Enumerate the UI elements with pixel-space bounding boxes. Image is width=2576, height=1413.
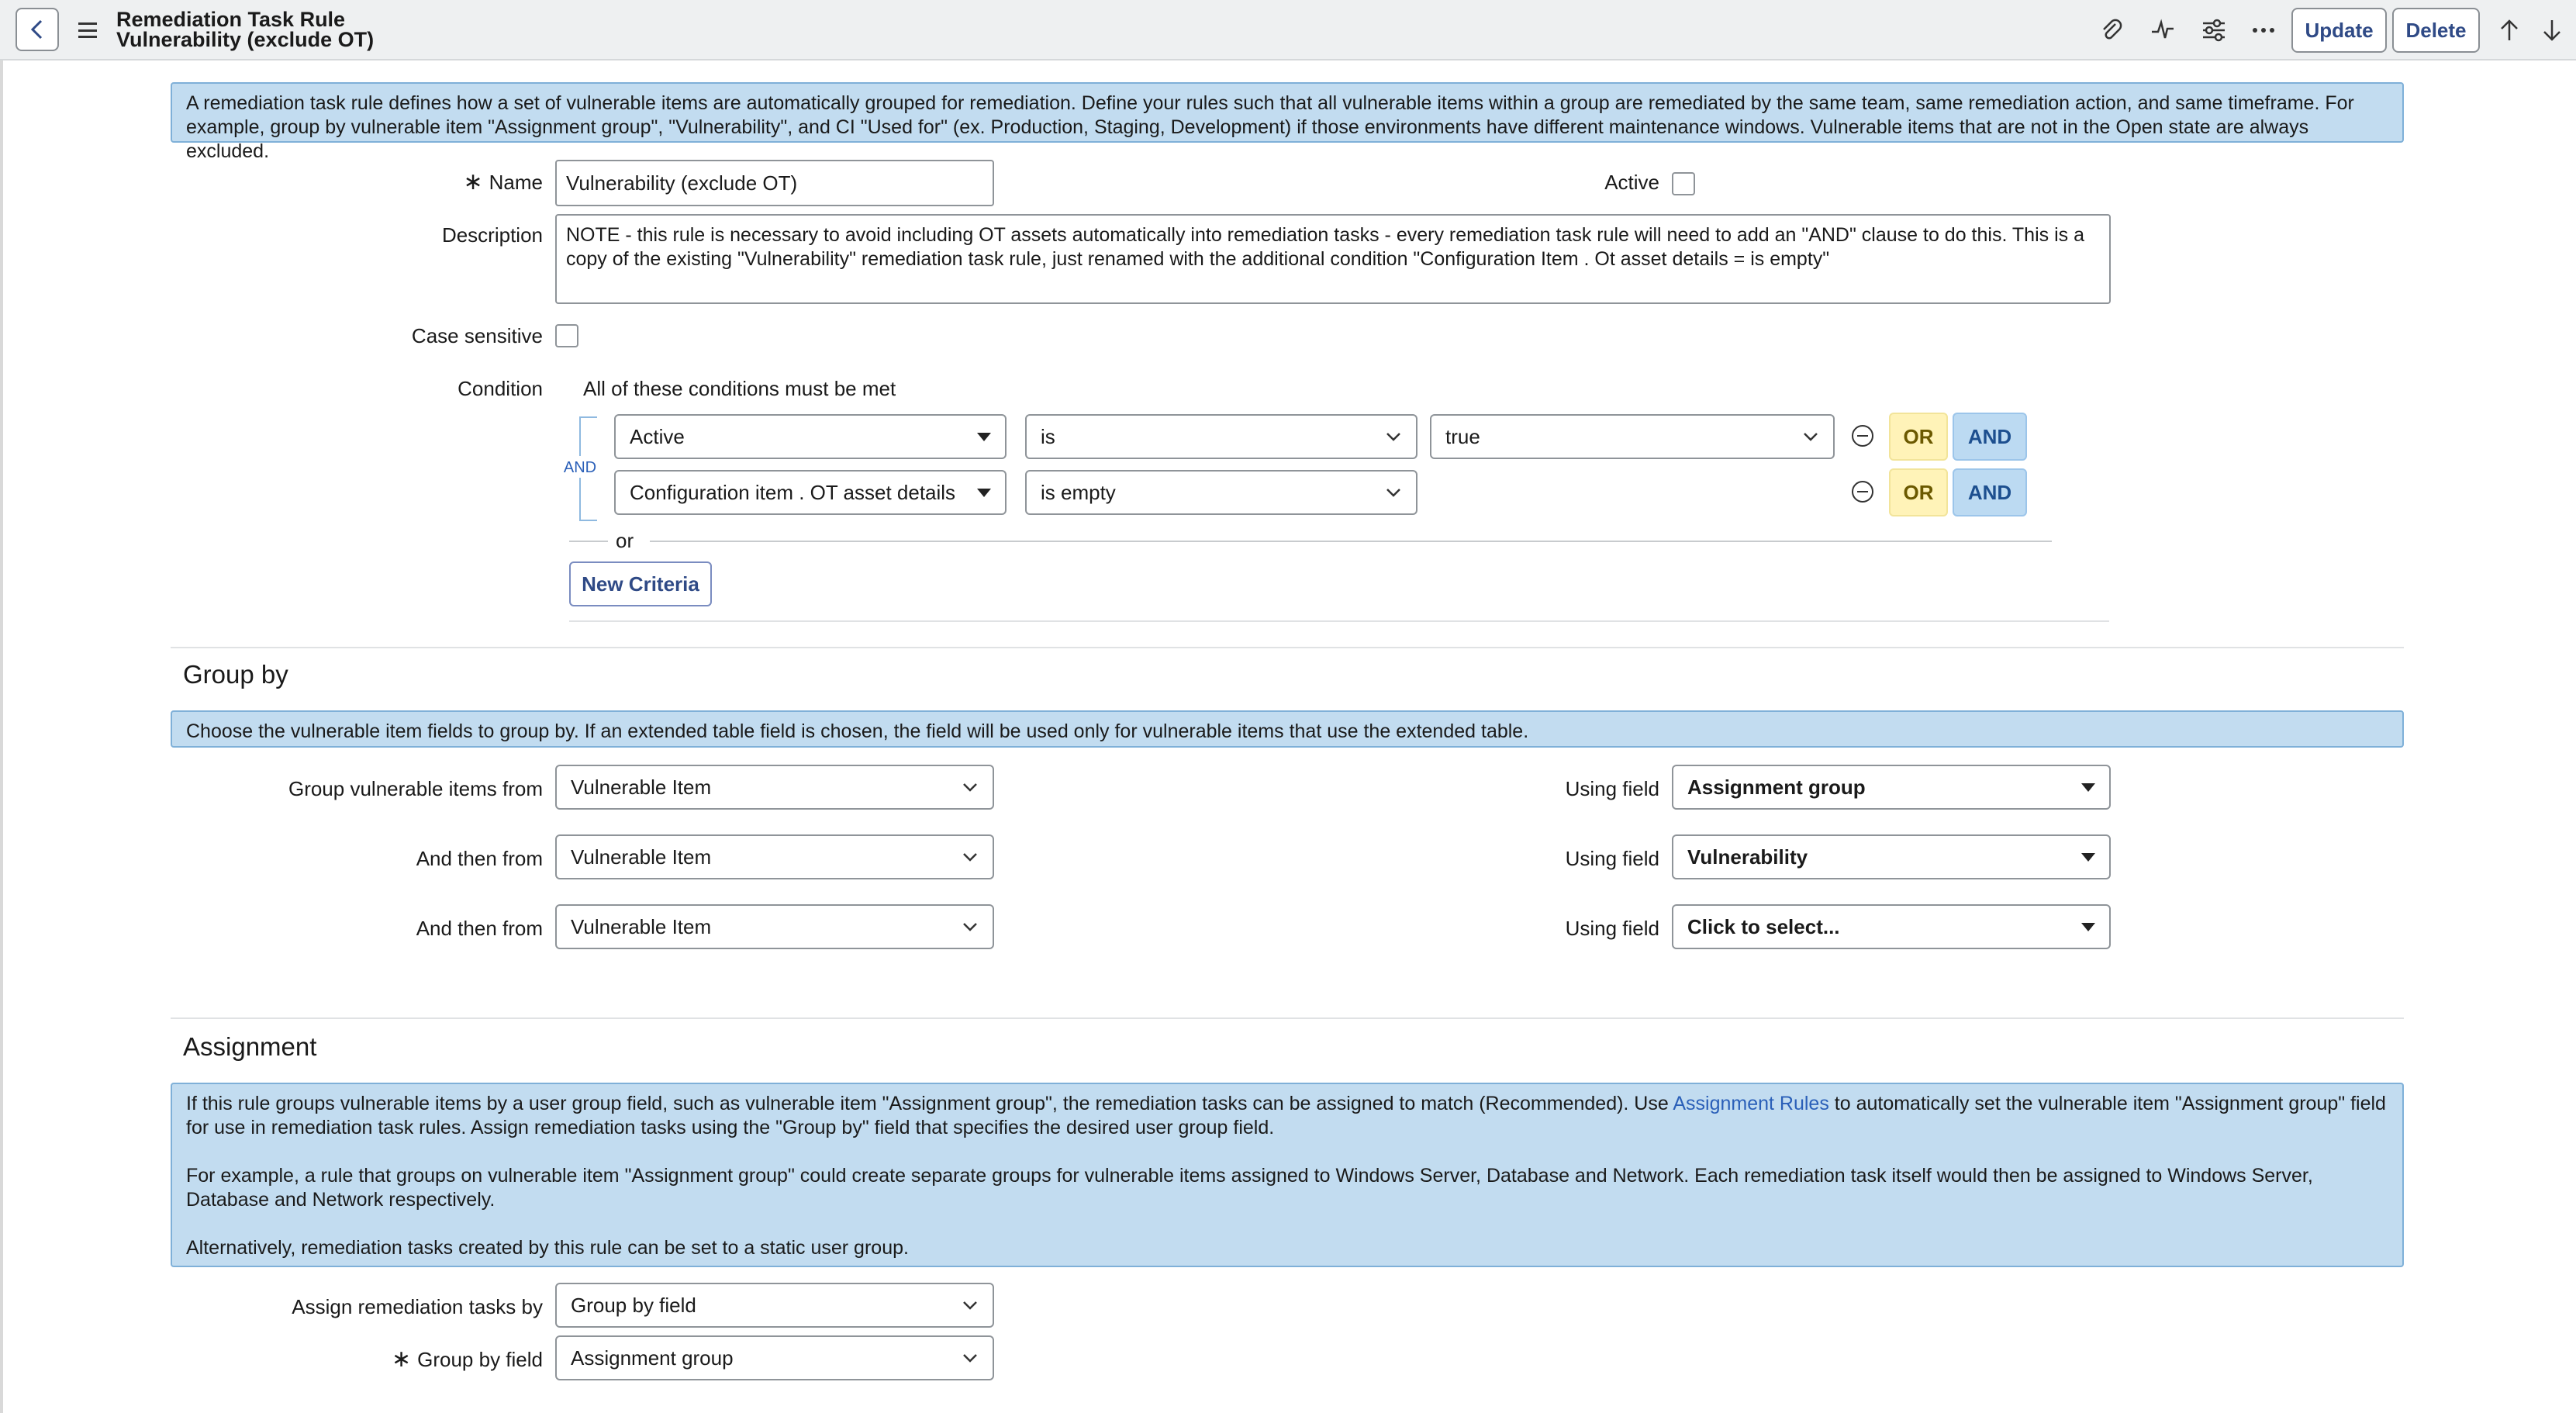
- caret-down-icon: [977, 489, 991, 497]
- new-criteria-button[interactable]: New Criteria: [569, 561, 712, 606]
- left-rail: [0, 0, 3, 1413]
- chevron-down-icon: [962, 1300, 979, 1311]
- group-row-2-field-value: Vulnerability: [1687, 845, 1808, 869]
- active-checkbox[interactable]: [1672, 172, 1695, 195]
- condition-1-or-button[interactable]: OR: [1889, 413, 1948, 461]
- assignment-title: Assignment: [183, 1032, 317, 1061]
- group-row-1-field-select[interactable]: [1672, 765, 2111, 810]
- condition-1-operator-select[interactable]: [1025, 414, 1417, 459]
- chevron-down-icon: [962, 852, 979, 862]
- group-by-divider: [171, 647, 2404, 648]
- caret-down-icon: [2081, 853, 2095, 862]
- caret-down-icon: [2081, 923, 2095, 931]
- assignment-info-p1: If this rule groups vulnerable items by a user group field, such as vulnerable item "Assignment group", the remediation tasks can be assigned to match (Recommended). Use Assignment Rules to automatically set the vulnerable item "Assignment group" field for use in remediation task rules. Assign remediation tasks using the "Group by" field that specifies the desired user group field.: [186, 1093, 2386, 1138]
- group-row-1-field-value: Assignment group: [1687, 775, 1866, 799]
- group-by-field-select[interactable]: [555, 1335, 994, 1380]
- group-row-3-field-select[interactable]: [1672, 904, 2111, 949]
- condition-bottom-divider: [569, 620, 2109, 622]
- delete-button[interactable]: Delete: [2392, 8, 2480, 53]
- chevron-down-icon: [1385, 431, 1402, 442]
- form-header: [0, 0, 2576, 60]
- group-by-info-box: Choose the vulnerable item fields to group by. If an extended table field is chosen, the field will be used only for vulnerable items that use the extended table.: [171, 710, 2404, 748]
- paperclip-icon[interactable]: [2095, 14, 2128, 47]
- group-row-2-field-select[interactable]: [1672, 834, 2111, 879]
- activity-icon[interactable]: [2146, 14, 2179, 47]
- chevron-down-icon: [962, 782, 979, 793]
- intro-info-box: A remediation task rule defines how a set of vulnerable items are automatically grouped for remediation. Define your rules such that all vulnerable items within a group are remediated by the same team, same remediation action, and same timeframe. For example, group by vulnerable item "Assignment group", "Vulnerability", and CI "Used for" (ex. Production, Staging, Development) if those environments have different maintenance windows. Vulnerable items that are not in the Open state are always excluded.: [171, 82, 2404, 143]
- condition-2-or-button[interactable]: OR: [1889, 468, 1948, 516]
- condition-2-operator-value: is empty: [1041, 480, 1116, 504]
- condition-1-field-select[interactable]: [614, 414, 1007, 459]
- assignment-divider: [171, 1017, 2404, 1019]
- remove-condition-2-icon[interactable]: [1852, 481, 1873, 503]
- arrow-down-icon[interactable]: [2536, 14, 2568, 47]
- required-icon: ∗: [391, 1346, 412, 1372]
- chevron-down-icon: [1385, 487, 1402, 498]
- group-row-1-label: Group vulnerable items from: [288, 777, 543, 800]
- condition-2-operator-select[interactable]: [1025, 470, 1417, 515]
- or-separator-right: [650, 541, 2052, 542]
- hamburger-menu-icon[interactable]: [76, 19, 99, 42]
- assignment-info-p3: Alternatively, remediation tasks created by this rule can be set to a static user group.: [186, 1237, 909, 1259]
- assignment-info-p2: For example, a rule that groups on vulnerable item "Assignment group" could create separate groups for vulnerable items assigned to Windows Server, Database and Network. Each remediation task itself would then be assigned to Windows Server, Database and Network respectively.: [186, 1165, 2313, 1211]
- condition-1-value-select[interactable]: [1430, 414, 1835, 459]
- condition-label: Condition: [458, 377, 543, 400]
- assign-by-value: Group by field: [571, 1293, 696, 1317]
- description-textarea[interactable]: NOTE - this rule is necessary to avoid including OT assets automatically into remediation tasks - every remediation task rule will need to add an "AND" clause to do this. This is a copy of the existing "Vulnerability" remediation task rule, just renamed with the additional condition "Configuration Item . Ot asset details = is empty": [555, 214, 2111, 304]
- group-row-3-field-value: Click to select...: [1687, 914, 1840, 938]
- case-sensitive-checkbox[interactable]: [555, 324, 578, 347]
- group-row-3-label: And then from: [416, 917, 543, 940]
- caret-down-icon: [977, 433, 991, 441]
- condition-1-and-button[interactable]: AND: [1953, 413, 2027, 461]
- sliders-icon[interactable]: [2198, 14, 2230, 47]
- group-row-2-label: And then from: [416, 847, 543, 870]
- chevron-left-icon: [29, 19, 46, 40]
- assignment-rules-link[interactable]: Assignment Rules: [1673, 1093, 1829, 1114]
- description-label: Description: [441, 223, 543, 247]
- group-by-field-value: Assignment group: [571, 1346, 734, 1370]
- required-icon: ∗: [463, 169, 483, 195]
- group-row-1-from-value: Vulnerable Item: [571, 775, 712, 799]
- condition-1-value: true: [1445, 424, 1480, 448]
- group-by-title: Group by: [183, 660, 288, 689]
- or-separator-label: or: [616, 529, 634, 552]
- back-button[interactable]: [16, 8, 59, 51]
- group-by-field-label: ∗ Group by field: [391, 1346, 543, 1372]
- group-row-2-using-label: Using field: [1565, 847, 1659, 870]
- assign-by-select[interactable]: [555, 1283, 994, 1328]
- group-row-3-from-select[interactable]: [555, 904, 994, 949]
- group-row-2-from-value: Vulnerable Item: [571, 845, 712, 869]
- chevron-down-icon: [962, 921, 979, 932]
- name-label: ∗ Name: [463, 169, 543, 195]
- group-row-2-from-select[interactable]: [555, 834, 994, 879]
- active-label: Active: [1604, 171, 1659, 194]
- condition-1-operator-value: is: [1041, 424, 1055, 448]
- update-button[interactable]: Update: [2291, 8, 2387, 53]
- name-input[interactable]: Vulnerability (exclude OT): [555, 160, 994, 206]
- condition-2-field-select[interactable]: [614, 470, 1007, 515]
- condition-1-field-value: Active: [630, 424, 685, 448]
- condition-2-field-value: Configuration item . OT asset details: [630, 480, 956, 504]
- case-sensitive-label: Case sensitive: [411, 324, 543, 347]
- remove-condition-1-icon[interactable]: [1852, 425, 1873, 447]
- header-title: Remediation Task Rule: [116, 8, 346, 31]
- condition-header: All of these conditions must be met: [583, 377, 896, 400]
- caret-down-icon: [2081, 783, 2095, 792]
- or-separator-left: [569, 541, 608, 542]
- assign-by-label: Assign remediation tasks by: [292, 1295, 543, 1318]
- group-row-3-using-label: Using field: [1565, 917, 1659, 940]
- group-row-3-from-value: Vulnerable Item: [571, 914, 712, 938]
- arrow-up-icon[interactable]: [2493, 14, 2526, 47]
- chevron-down-icon: [962, 1353, 979, 1363]
- header-subtitle: Vulnerability (exclude OT): [116, 28, 375, 51]
- more-icon[interactable]: [2247, 14, 2280, 47]
- group-row-1-using-label: Using field: [1565, 777, 1659, 800]
- condition-2-and-button[interactable]: AND: [1953, 468, 2027, 516]
- chevron-down-icon: [1802, 431, 1819, 442]
- group-row-1-from-select[interactable]: [555, 765, 994, 810]
- assignment-info-box: [171, 1083, 2404, 1267]
- and-connector-label: AND: [563, 459, 597, 476]
